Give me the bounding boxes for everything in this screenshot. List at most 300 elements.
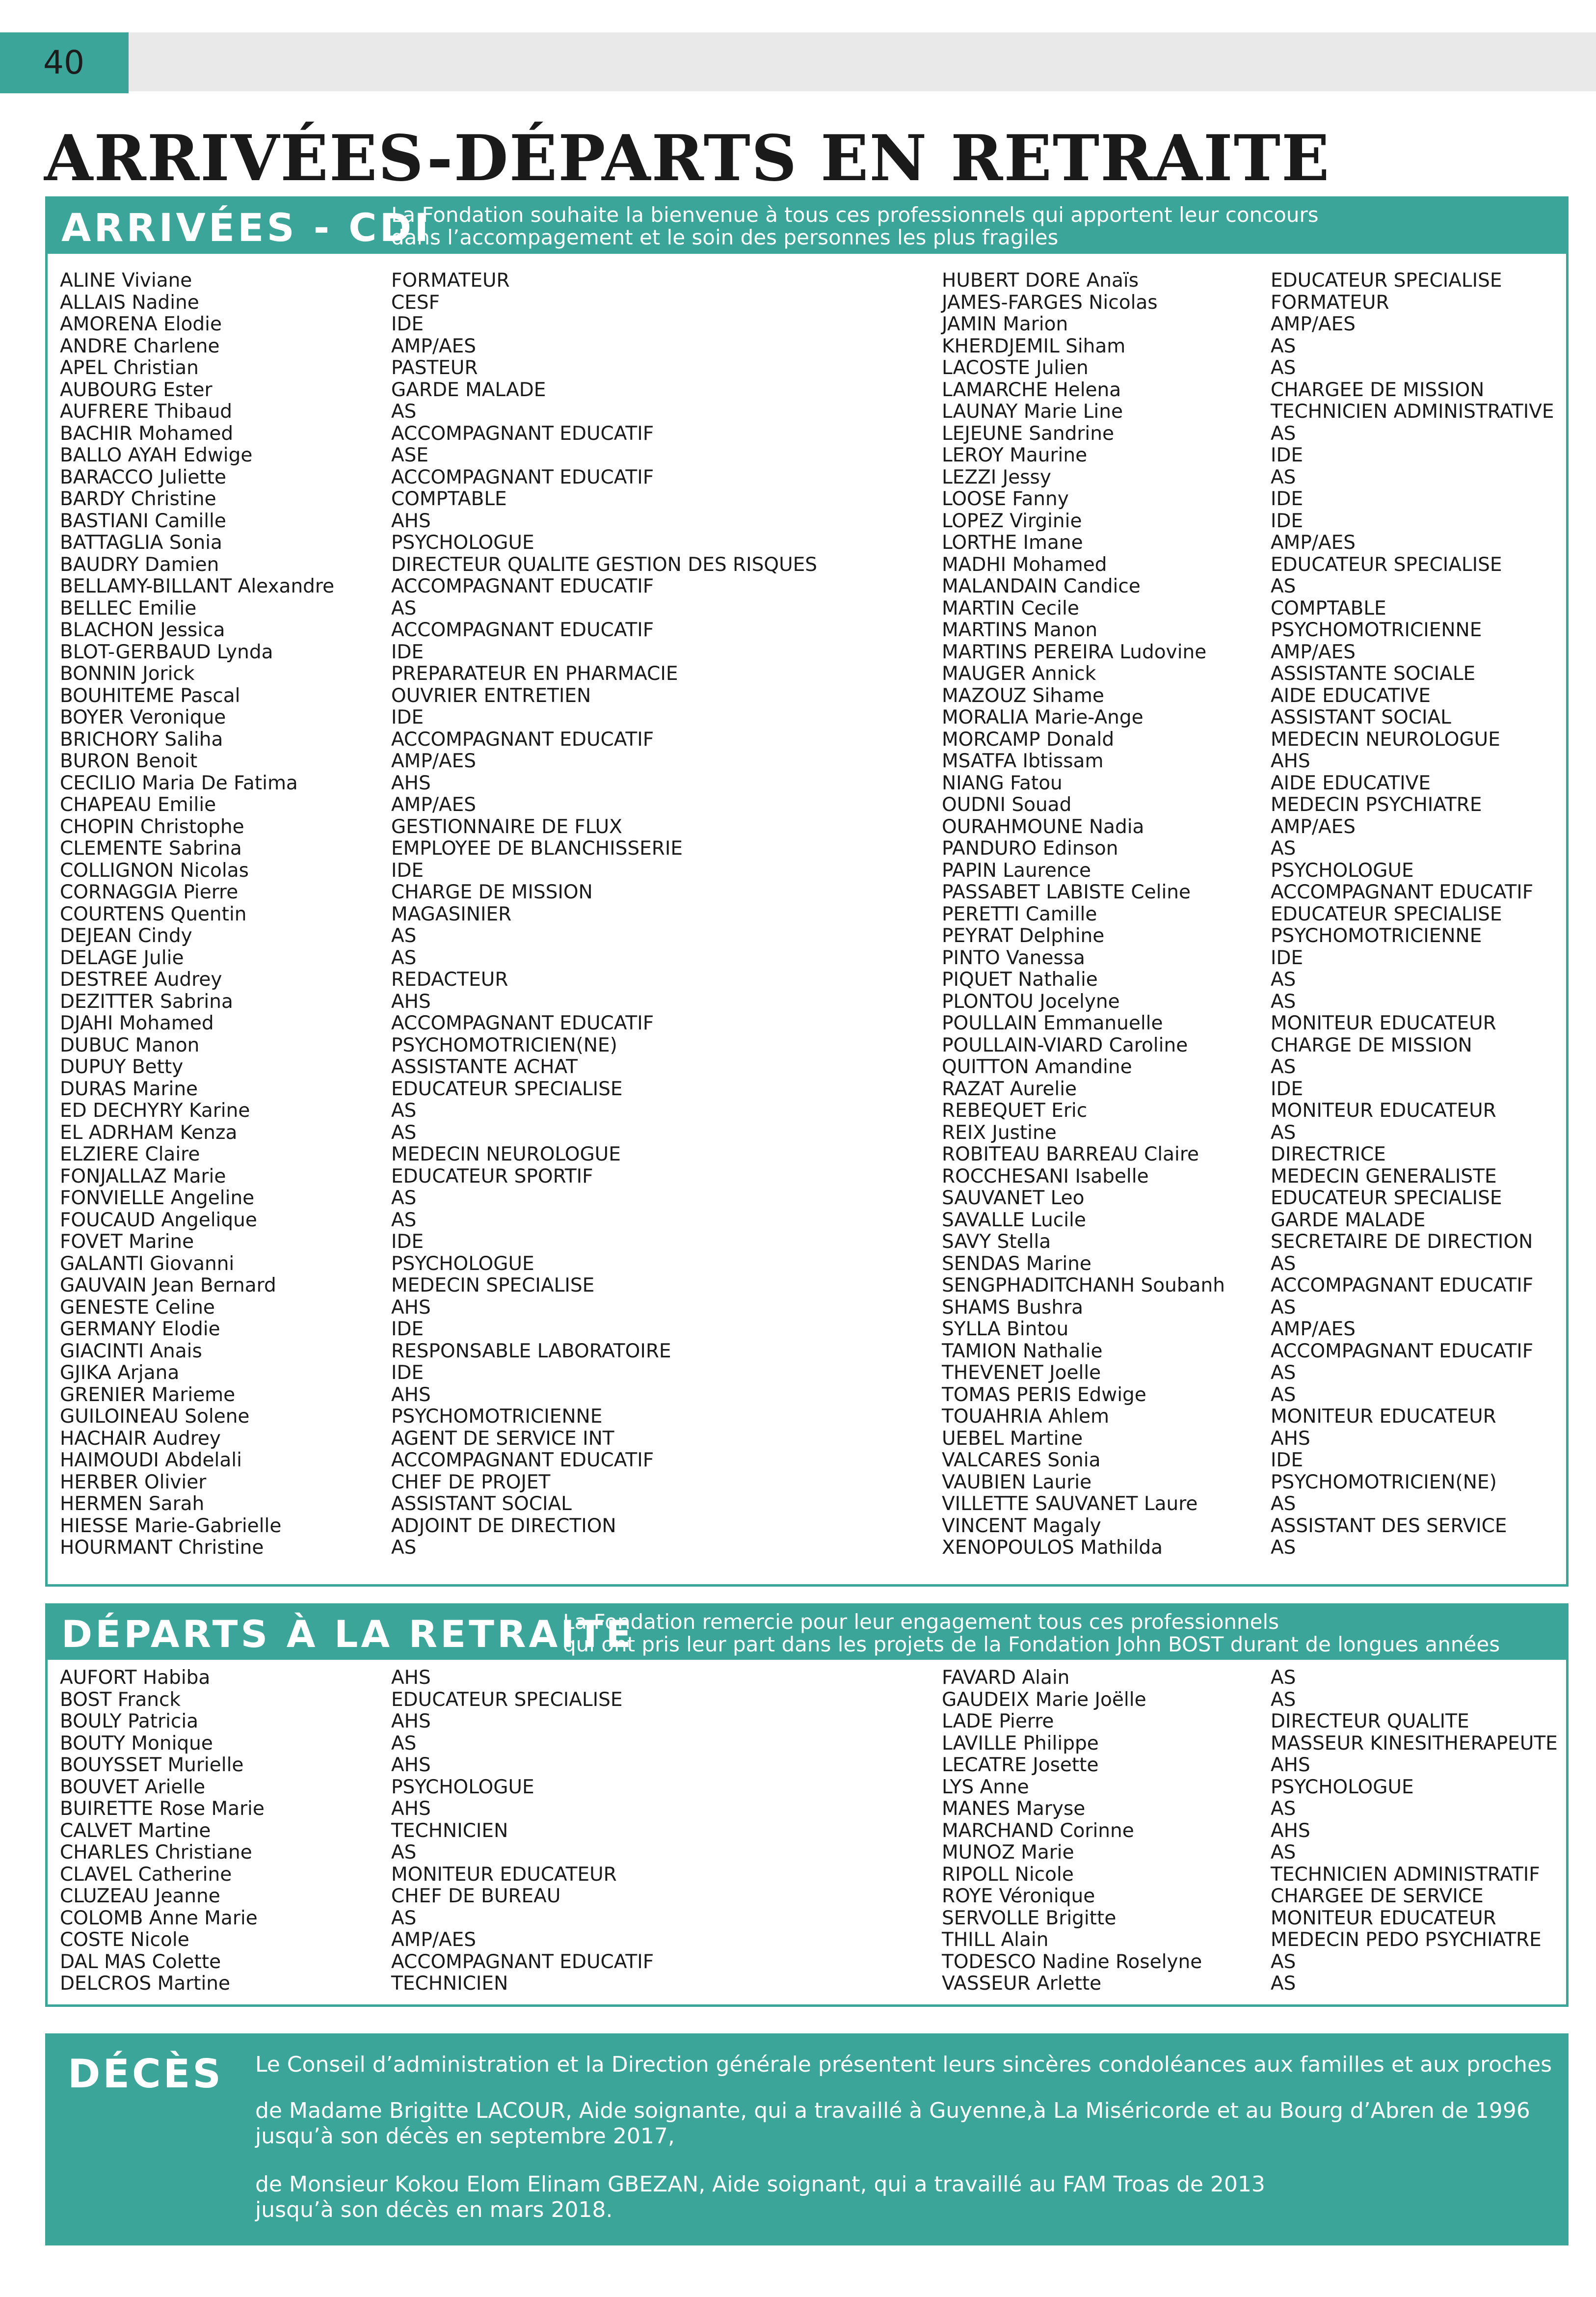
arrival-position: AMP/AES <box>1271 815 1356 838</box>
retiree-position: MONITEUR EDUCATEUR <box>1271 1907 1496 1929</box>
arrival-name: GAUVAIN Jean Bernard <box>60 1274 276 1297</box>
retiree-name: FAVARD Alain <box>942 1667 1070 1689</box>
arrival-name: BLOT-GERBAUD Lynda <box>60 641 273 663</box>
retiree-name: ROYE Véronique <box>942 1885 1095 1907</box>
arrival-position: AHS <box>391 510 431 532</box>
retirements-positions-left <box>391 1667 654 1995</box>
retiree-position: CHARGEE DE SERVICE <box>1271 1885 1484 1907</box>
arrival-position: CESF <box>391 291 440 314</box>
arrival-position: MEDECIN GENERALISTE <box>1271 1165 1497 1188</box>
arrival-name: HERBER Olivier <box>60 1471 207 1493</box>
arrival-name: BATTAGLIA Sonia <box>60 532 222 554</box>
retiree-position: MEDECIN PEDO PSYCHIATRE <box>1271 1929 1542 1951</box>
arrival-position: PSYCHOLOGUE <box>391 532 534 554</box>
arrival-name: BARDY Christine <box>60 488 216 510</box>
arrival-name: MALANDAIN Candice <box>942 575 1141 597</box>
arrival-position: CHARGEE DE MISSION <box>1271 378 1485 401</box>
retiree-position: AHS <box>391 1798 431 1820</box>
arrival-name: LORTHE Imane <box>942 532 1083 554</box>
arrival-position: MEDECIN SPECIALISE <box>391 1274 595 1297</box>
arrival-name: PAPIN Laurence <box>942 859 1091 882</box>
arrival-position: AMP/AES <box>1271 1318 1356 1340</box>
retiree-position: AS <box>1271 1950 1296 1973</box>
arrival-position: AHS <box>391 1383 431 1406</box>
arrival-name: LOOSE Fanny <box>942 488 1069 510</box>
retiree-position: AS <box>1271 1667 1296 1689</box>
arrival-position: AS <box>1271 990 1296 1013</box>
arrival-name: TOMAS PERIS Edwige <box>942 1383 1146 1406</box>
retiree-position: AS <box>1271 1798 1296 1820</box>
arrival-name: DEZITTER Sabrina <box>60 990 233 1013</box>
arrival-name: KHERDJEMIL Siham <box>942 335 1126 357</box>
deces-text: jusqu’à son décès en mars 2018. <box>255 2197 613 2222</box>
retirements-positions-right <box>1271 1667 1558 1995</box>
retiree-position: DIRECTEUR QUALITE <box>1271 1710 1469 1732</box>
arrival-position: AS <box>391 597 417 620</box>
arrival-position: AS <box>1271 1296 1296 1319</box>
arrivals-intro <box>391 204 1319 249</box>
top-band <box>0 32 1596 91</box>
arrival-name: ELZIERE Claire <box>60 1143 200 1165</box>
arrival-name: CHAPEAU Emilie <box>60 794 216 816</box>
arrival-name: PASSABET LABISTE Celine <box>942 881 1191 903</box>
arrival-name: SAUVANET Leo <box>942 1187 1085 1209</box>
arrival-name: PEYRAT Delphine <box>942 925 1105 947</box>
arrival-position: AS <box>1271 575 1296 597</box>
arrival-position: OUVRIER ENTRETIEN <box>391 684 591 707</box>
arrival-position: AS <box>1271 1121 1296 1144</box>
retiree-name: CLUZEAU Jeanne <box>60 1885 220 1907</box>
arrival-name: ALINE Viviane <box>60 270 192 292</box>
retiree-position: AS <box>391 1907 417 1929</box>
arrival-position: AS <box>391 946 417 969</box>
arrival-position: ACCOMPAGNANT EDUCATIF <box>1271 1274 1534 1297</box>
arrival-name: BLACHON Jessica <box>60 619 225 641</box>
arrival-position: MONITEUR EDUCATEUR <box>1271 1012 1496 1034</box>
arrival-name: ALLAIS Nadine <box>60 291 199 314</box>
arrival-position: MEDECIN PSYCHIATRE <box>1271 794 1482 816</box>
arrival-name: LEJEUNE Sandrine <box>942 422 1114 445</box>
retiree-name: BUIRETTE Rose Marie <box>60 1798 265 1820</box>
retirements-names-right <box>942 1667 1202 1995</box>
arrival-name: LAUNAY Marie Line <box>942 401 1123 423</box>
arrival-name: DURAS Marine <box>60 1078 198 1100</box>
arrival-position: AS <box>1271 1252 1296 1275</box>
retiree-name: BOUVET Arielle <box>60 1776 206 1798</box>
arrival-name: ANDRE Charlene <box>60 335 220 357</box>
arrival-position: ASSISTANTE SOCIALE <box>1271 663 1476 685</box>
arrival-name: TOUAHRIA Ahlem <box>942 1405 1109 1428</box>
arrival-position: DIRECTEUR QUALITE GESTION DES RISQUES <box>391 553 818 576</box>
arrivals-header <box>48 199 1566 254</box>
retirements-names-left <box>60 1667 265 1995</box>
retiree-position: AMP/AES <box>391 1929 477 1951</box>
arrival-name: MORCAMP Donald <box>942 728 1115 751</box>
arrival-position: SECRETAIRE DE DIRECTION <box>1271 1231 1533 1253</box>
arrival-position: EDUCATEUR SPECIALISE <box>1271 553 1502 576</box>
arrival-position: IDE <box>391 641 424 663</box>
retiree-position: MASSEUR KINESITHERAPEUTE <box>1271 1732 1558 1755</box>
arrival-name: BOUHITEME Pascal <box>60 684 240 707</box>
retiree-name: COSTE Nicole <box>60 1929 189 1951</box>
arrival-position: ASSISTANT SOCIAL <box>391 1493 572 1515</box>
arrival-name: FOUCAUD Angelique <box>60 1209 257 1231</box>
arrivals-positions-left <box>391 270 817 1559</box>
arrival-position: EMPLOYEE DE BLANCHISSERIE <box>391 838 683 860</box>
arrival-position: AS <box>391 1209 417 1231</box>
arrival-name: FONVIELLE Angeline <box>60 1187 255 1209</box>
arrival-name: REBEQUET Eric <box>942 1100 1088 1122</box>
arrival-name: SENDAS Marine <box>942 1252 1091 1275</box>
arrival-position: PSYCHOMOTRICIEN(NE) <box>391 1034 617 1056</box>
arrival-position: PSYCHOLOGUE <box>1271 859 1414 882</box>
arrival-name: MAZOUZ Sihame <box>942 684 1104 707</box>
arrival-name: SYLLA Bintou <box>942 1318 1069 1340</box>
arrivals-names-right <box>942 270 1225 1559</box>
retiree-position: AS <box>391 1841 417 1864</box>
arrival-name: HAIMOUDI Abdelali <box>60 1449 242 1471</box>
retiree-position: ACCOMPAGNANT EDUCATIF <box>391 1950 654 1973</box>
arrival-position: ACCOMPAGNANT EDUCATIF <box>391 619 654 641</box>
arrival-name: PANDURO Edinson <box>942 838 1118 860</box>
retiree-name: LYS Anne <box>942 1776 1029 1798</box>
arrival-position: EDUCATEUR SPECIALISE <box>1271 1187 1502 1209</box>
retirements-intro-line: La Fondation remercie pour leur engagement tous ces professionnels <box>563 1610 1279 1634</box>
arrival-position: IDE <box>391 313 424 335</box>
retirements-header <box>48 1606 1566 1660</box>
arrival-name: FONJALLAZ Marie <box>60 1165 226 1188</box>
arrival-position: MONITEUR EDUCATEUR <box>1271 1100 1496 1122</box>
retirements-section <box>45 1603 1569 2007</box>
arrival-position: AS <box>1271 1383 1296 1406</box>
arrival-name: GERMANY Elodie <box>60 1318 220 1340</box>
arrival-position: COMPTABLE <box>1271 597 1386 620</box>
arrival-position: FORMATEUR <box>391 270 510 292</box>
arrival-position: AHS <box>1271 1427 1310 1450</box>
retiree-position: AHS <box>391 1667 431 1689</box>
arrival-position: PASTEUR <box>391 357 478 379</box>
arrival-position: REDACTEUR <box>391 969 508 991</box>
arrival-position: PSYCHOMOTRICIENNE <box>1271 925 1482 947</box>
arrival-position: ACCOMPAGNANT EDUCATIF <box>391 466 654 488</box>
arrival-position: IDE <box>391 1231 424 1253</box>
arrival-position: AS <box>1271 357 1296 379</box>
arrival-position: AIDE EDUCATIVE <box>1271 772 1431 794</box>
retiree-name: COLOMB Anne Marie <box>60 1907 258 1929</box>
retiree-name: GAUDEIX Marie Joëlle <box>942 1688 1146 1711</box>
arrival-position: IDE <box>391 1362 424 1384</box>
arrival-name: BURON Benoit <box>60 750 198 772</box>
retiree-position: TECHNICIEN <box>391 1973 508 1995</box>
arrival-name: ROCCHESANI Isabelle <box>942 1165 1149 1188</box>
retiree-position: AS <box>1271 1973 1296 1995</box>
arrival-name: GJIKA Arjana <box>60 1362 180 1384</box>
arrival-position: ASSISTANTE ACHAT <box>391 1056 578 1078</box>
arrival-position: CHEF DE PROJET <box>391 1471 551 1493</box>
arrival-name: CHOPIN Christophe <box>60 815 244 838</box>
arrival-position: AHS <box>1271 750 1310 772</box>
arrival-position: ASSISTANT DES SERVICE <box>1271 1514 1507 1537</box>
arrival-position: EDUCATEUR SPORTIF <box>391 1165 593 1188</box>
arrival-position: MEDECIN NEUROLOGUE <box>1271 728 1500 751</box>
retiree-name: MUNOZ Marie <box>942 1841 1074 1864</box>
arrival-name: HERMEN Sarah <box>60 1493 205 1515</box>
arrival-name: VAUBIEN Laurie <box>942 1471 1092 1493</box>
arrival-name: RAZAT Aurelie <box>942 1078 1077 1100</box>
arrival-name: AMORENA Elodie <box>60 313 222 335</box>
arrival-position: PREPARATEUR EN PHARMACIE <box>391 663 678 685</box>
arrival-name: DEJEAN Cindy <box>60 925 192 947</box>
arrival-name: ED DECHYRY Karine <box>60 1100 250 1122</box>
arrival-name: PLONTOU Jocelyne <box>942 990 1120 1013</box>
arrival-position: CHARGE DE MISSION <box>391 881 593 903</box>
arrival-name: BALLO AYAH Edwige <box>60 444 253 466</box>
arrival-name: VALCARES Sonia <box>942 1449 1101 1471</box>
arrival-name: HACHAIR Audrey <box>60 1427 221 1450</box>
arrival-position: AS <box>391 1537 417 1559</box>
arrival-name: GALANTI Giovanni <box>60 1252 235 1275</box>
arrival-name: DJAHI Mohamed <box>60 1012 214 1034</box>
retirements-intro-line: qui ont pris leur part dans les projets de la Fondation John BOST durant de longues années <box>563 1632 1500 1656</box>
arrival-name: JAMIN Marion <box>942 313 1068 335</box>
arrival-position: AS <box>391 925 417 947</box>
arrival-position: AS <box>1271 1493 1296 1515</box>
arrival-position: AMP/AES <box>391 750 477 772</box>
arrival-name: DUBUC Manon <box>60 1034 200 1056</box>
arrival-position: AS <box>391 1121 417 1144</box>
arrival-position: ACCOMPAGNANT EDUCATIF <box>391 422 654 445</box>
arrival-position: FORMATEUR <box>1271 291 1389 314</box>
arrival-name: MAUGER Annick <box>942 663 1096 685</box>
arrival-position: AS <box>1271 335 1296 357</box>
arrival-position: IDE <box>391 859 424 882</box>
arrival-position: IDE <box>1271 444 1303 466</box>
retiree-name: CHARLES Christiane <box>60 1841 252 1864</box>
arrival-position: AMP/AES <box>1271 532 1356 554</box>
deces-text: de Madame Brigitte LACOUR, Aide soignante, qui a travaillé à Guyenne,à La Miséricorde et au Bourg d’Abren de 1996 <box>255 2098 1530 2123</box>
arrival-name: VINCENT Magaly <box>942 1514 1101 1537</box>
retiree-position: CHEF DE BUREAU <box>391 1885 561 1907</box>
arrival-name: POULLAIN-VIARD Caroline <box>942 1034 1188 1056</box>
deces-text: Le Conseil d’administration et la Direction générale présentent leurs sincères condoléances aux familles et aux proches <box>255 2052 1552 2077</box>
arrival-position: IDE <box>1271 946 1303 969</box>
arrival-name: EL ADRHAM Kenza <box>60 1121 238 1144</box>
arrival-position: AHS <box>391 990 431 1013</box>
arrival-name: POULLAIN Emmanuelle <box>942 1012 1163 1034</box>
arrival-position: AS <box>391 401 417 423</box>
arrival-name: HOURMANT Christine <box>60 1537 264 1559</box>
arrivals-heading: ARRIVÉES - CDI <box>61 206 432 250</box>
arrival-name: FOVET Marine <box>60 1231 194 1253</box>
arrival-position: GARDE MALADE <box>1271 1209 1426 1231</box>
arrival-name: PINTO Vanessa <box>942 946 1085 969</box>
retiree-position: AHS <box>1271 1754 1310 1776</box>
arrival-position: AS <box>1271 422 1296 445</box>
arrival-name: COURTENS Quentin <box>60 903 247 925</box>
retiree-name: LECATRE Josette <box>942 1754 1099 1776</box>
arrival-position: IDE <box>1271 1449 1303 1471</box>
retiree-name: MARCHAND Corinne <box>942 1819 1134 1842</box>
arrival-name: HUBERT DORE Anaïs <box>942 270 1139 292</box>
arrival-name: AUFRERE Thibaud <box>60 401 233 423</box>
arrival-name: DESTREE Audrey <box>60 969 222 991</box>
arrival-position: AS <box>1271 969 1296 991</box>
arrival-name: BOYER Veronique <box>60 706 226 729</box>
arrival-position: MONITEUR EDUCATEUR <box>1271 1405 1496 1428</box>
arrival-name: ROBITEAU BARREAU Claire <box>942 1143 1199 1165</box>
arrival-name: DELAGE Julie <box>60 946 184 969</box>
arrival-position: DIRECTRICE <box>1271 1143 1386 1165</box>
retiree-position: AS <box>1271 1841 1296 1864</box>
arrival-name: PIQUET Nathalie <box>942 969 1098 991</box>
arrival-name: UEBEL Martine <box>942 1427 1083 1450</box>
arrival-name: REIX Justine <box>942 1121 1057 1144</box>
arrival-position: ASSISTANT SOCIAL <box>1271 706 1451 729</box>
arrival-position: ACCOMPAGNANT EDUCATIF <box>391 575 654 597</box>
arrival-position: PSYCHOMOTRICIEN(NE) <box>1271 1471 1497 1493</box>
arrival-name: BARACCO Juliette <box>60 466 226 488</box>
arrivals-section <box>45 196 1569 1587</box>
arrival-name: BONNIN Jorick <box>60 663 195 685</box>
arrival-position: AS <box>1271 1537 1296 1559</box>
arrival-position: EDUCATEUR SPECIALISE <box>1271 903 1502 925</box>
arrival-name: SHAMS Bushra <box>942 1296 1084 1319</box>
retiree-position: AHS <box>391 1754 431 1776</box>
retiree-name: BOUYSSET Murielle <box>60 1754 244 1776</box>
arrival-name: SAVY Stella <box>942 1231 1051 1253</box>
arrival-name: BASTIANI Camille <box>60 510 226 532</box>
arrival-name: HIESSE Marie-Gabrielle <box>60 1514 282 1537</box>
arrival-name: TAMION Nathalie <box>942 1340 1103 1362</box>
arrivals-positions-right <box>1271 270 1554 1559</box>
arrival-position: COMPTABLE <box>391 488 507 510</box>
arrival-position: AMP/AES <box>391 335 477 357</box>
retiree-name: BOUTY Monique <box>60 1732 213 1755</box>
arrival-name: BELLEC Emilie <box>60 597 197 620</box>
arrival-name: APEL Christian <box>60 357 199 379</box>
arrivals-names-left <box>60 270 334 1559</box>
retiree-position: EDUCATEUR SPECIALISE <box>391 1688 623 1711</box>
arrival-name: XENOPOULOS Mathilda <box>942 1537 1163 1559</box>
arrival-position: AS <box>1271 466 1296 488</box>
arrival-name: LOPEZ Virginie <box>942 510 1082 532</box>
arrival-position: AGENT DE SERVICE INT <box>391 1427 614 1450</box>
arrival-name: NIANG Fatou <box>942 772 1063 794</box>
arrival-position: IDE <box>1271 510 1303 532</box>
retiree-position: AHS <box>391 1710 431 1732</box>
arrival-position: ADJOINT DE DIRECTION <box>391 1514 616 1537</box>
arrivals-intro-line: dans l’accompagement et le soin des personnes les plus fragiles <box>391 225 1059 249</box>
retiree-position: PSYCHOLOGUE <box>391 1776 534 1798</box>
arrival-position: AS <box>391 1187 417 1209</box>
arrival-position: AMP/AES <box>1271 641 1356 663</box>
arrival-position: PSYCHOMOTRICIENNE <box>391 1405 603 1428</box>
arrival-name: MORALIA Marie-Ange <box>942 706 1144 729</box>
arrival-name: SENGPHADITCHANH Soubanh <box>942 1274 1225 1297</box>
retiree-position: AS <box>391 1732 417 1755</box>
arrival-name: DUPUY Betty <box>60 1056 184 1078</box>
arrivals-intro-line: La Fondation souhaite la bienvenue à tous ces professionnels qui apportent leur concours <box>391 203 1319 227</box>
arrival-position: EDUCATEUR SPECIALISE <box>1271 270 1502 292</box>
arrival-position: PSYCHOMOTRICIENNE <box>1271 619 1482 641</box>
arrival-position: IDE <box>391 706 424 729</box>
arrival-position: ACCOMPAGNANT EDUCATIF <box>391 1449 654 1471</box>
arrival-position: MEDECIN NEUROLOGUE <box>391 1143 621 1165</box>
retiree-name: AUFORT Habiba <box>60 1667 211 1689</box>
arrival-position: AS <box>1271 1362 1296 1384</box>
arrival-name: COLLIGNON Nicolas <box>60 859 249 882</box>
arrival-name: THEVENET Joelle <box>942 1362 1101 1384</box>
deces-text: jusqu’à son décès en septembre 2017, <box>255 2124 675 2149</box>
arrival-name: GENESTE Celine <box>60 1296 215 1319</box>
arrival-name: MADHI Mohamed <box>942 553 1107 576</box>
arrival-position: TECHNICIEN ADMINISTRATIVE <box>1271 401 1554 423</box>
arrival-position: AS <box>1271 1056 1296 1078</box>
arrival-position: IDE <box>391 1318 424 1340</box>
retiree-position: TECHNICIEN <box>391 1819 508 1842</box>
retiree-name: LADE Pierre <box>942 1710 1054 1732</box>
arrival-name: GIACINTI Anais <box>60 1340 202 1362</box>
arrival-position: ACCOMPAGNANT EDUCATIF <box>1271 1340 1534 1362</box>
arrival-name: LACOSTE Julien <box>942 357 1089 379</box>
arrival-position: MAGASINIER <box>391 903 512 925</box>
deces-heading: DÉCÈS <box>68 2051 224 2097</box>
arrival-position: RESPONSABLE LABORATOIRE <box>391 1340 671 1362</box>
arrival-name: LEZZI Jessy <box>942 466 1051 488</box>
arrival-name: SAVALLE Lucile <box>942 1209 1086 1231</box>
retiree-name: TODESCO Nadine Roselyne <box>942 1950 1202 1973</box>
arrival-name: PERETTI Camille <box>942 903 1097 925</box>
arrival-name: CLEMENTE Sabrina <box>60 838 242 860</box>
arrival-name: GUILOINEAU Solene <box>60 1405 250 1428</box>
retiree-name: LAVILLE Philippe <box>942 1732 1099 1755</box>
retiree-name: THILL Alain <box>942 1929 1049 1951</box>
arrival-name: BELLAMY-BILLANT Alexandre <box>60 575 335 597</box>
arrival-position: AS <box>1271 838 1296 860</box>
arrival-name: MARTINS PEREIRA Ludovine <box>942 641 1207 663</box>
arrival-position: AMP/AES <box>391 794 477 816</box>
arrival-position: GARDE MALADE <box>391 378 546 401</box>
retiree-position: AS <box>1271 1688 1296 1711</box>
arrival-position: IDE <box>1271 1078 1303 1100</box>
deces-section <box>45 2033 1569 2245</box>
arrival-position: AHS <box>391 772 431 794</box>
deces-text: de Monsieur Kokou Elom Elinam GBEZAN, Aide soignant, qui a travaillé au FAM Troas de 2013 <box>255 2172 1265 2197</box>
arrival-position: ACCOMPAGNANT EDUCATIF <box>391 728 654 751</box>
retiree-name: CLAVEL Catherine <box>60 1863 232 1886</box>
arrival-name: MSATFA Ibtissam <box>942 750 1104 772</box>
retiree-position: AHS <box>1271 1819 1310 1842</box>
arrival-position: AHS <box>391 1296 431 1319</box>
retiree-name: BOULY Patricia <box>60 1710 199 1732</box>
retiree-name: MANES Maryse <box>942 1798 1086 1820</box>
arrival-position: EDUCATEUR SPECIALISE <box>391 1078 623 1100</box>
arrival-position: AIDE EDUCATIVE <box>1271 684 1431 707</box>
arrival-name: QUITTON Amandine <box>942 1056 1132 1078</box>
arrival-position: ASE <box>391 444 429 466</box>
retiree-name: DAL MAS Colette <box>60 1950 221 1973</box>
arrival-name: VILLETTE SAUVANET Laure <box>942 1493 1198 1515</box>
retirements-intro <box>563 1611 1500 1656</box>
page-title: ARRIVÉES-DÉPARTS EN RETRAITE <box>44 122 1330 195</box>
arrival-position: IDE <box>1271 488 1303 510</box>
arrival-name: BAUDRY Damien <box>60 553 219 576</box>
arrival-name: OUDNI Souad <box>942 794 1072 816</box>
arrival-name: LEROY Maurine <box>942 444 1088 466</box>
arrival-name: CECILIO Maria De Fatima <box>60 772 298 794</box>
retiree-name: BOST Franck <box>60 1688 181 1711</box>
retiree-name: DELCROS Martine <box>60 1973 231 1995</box>
